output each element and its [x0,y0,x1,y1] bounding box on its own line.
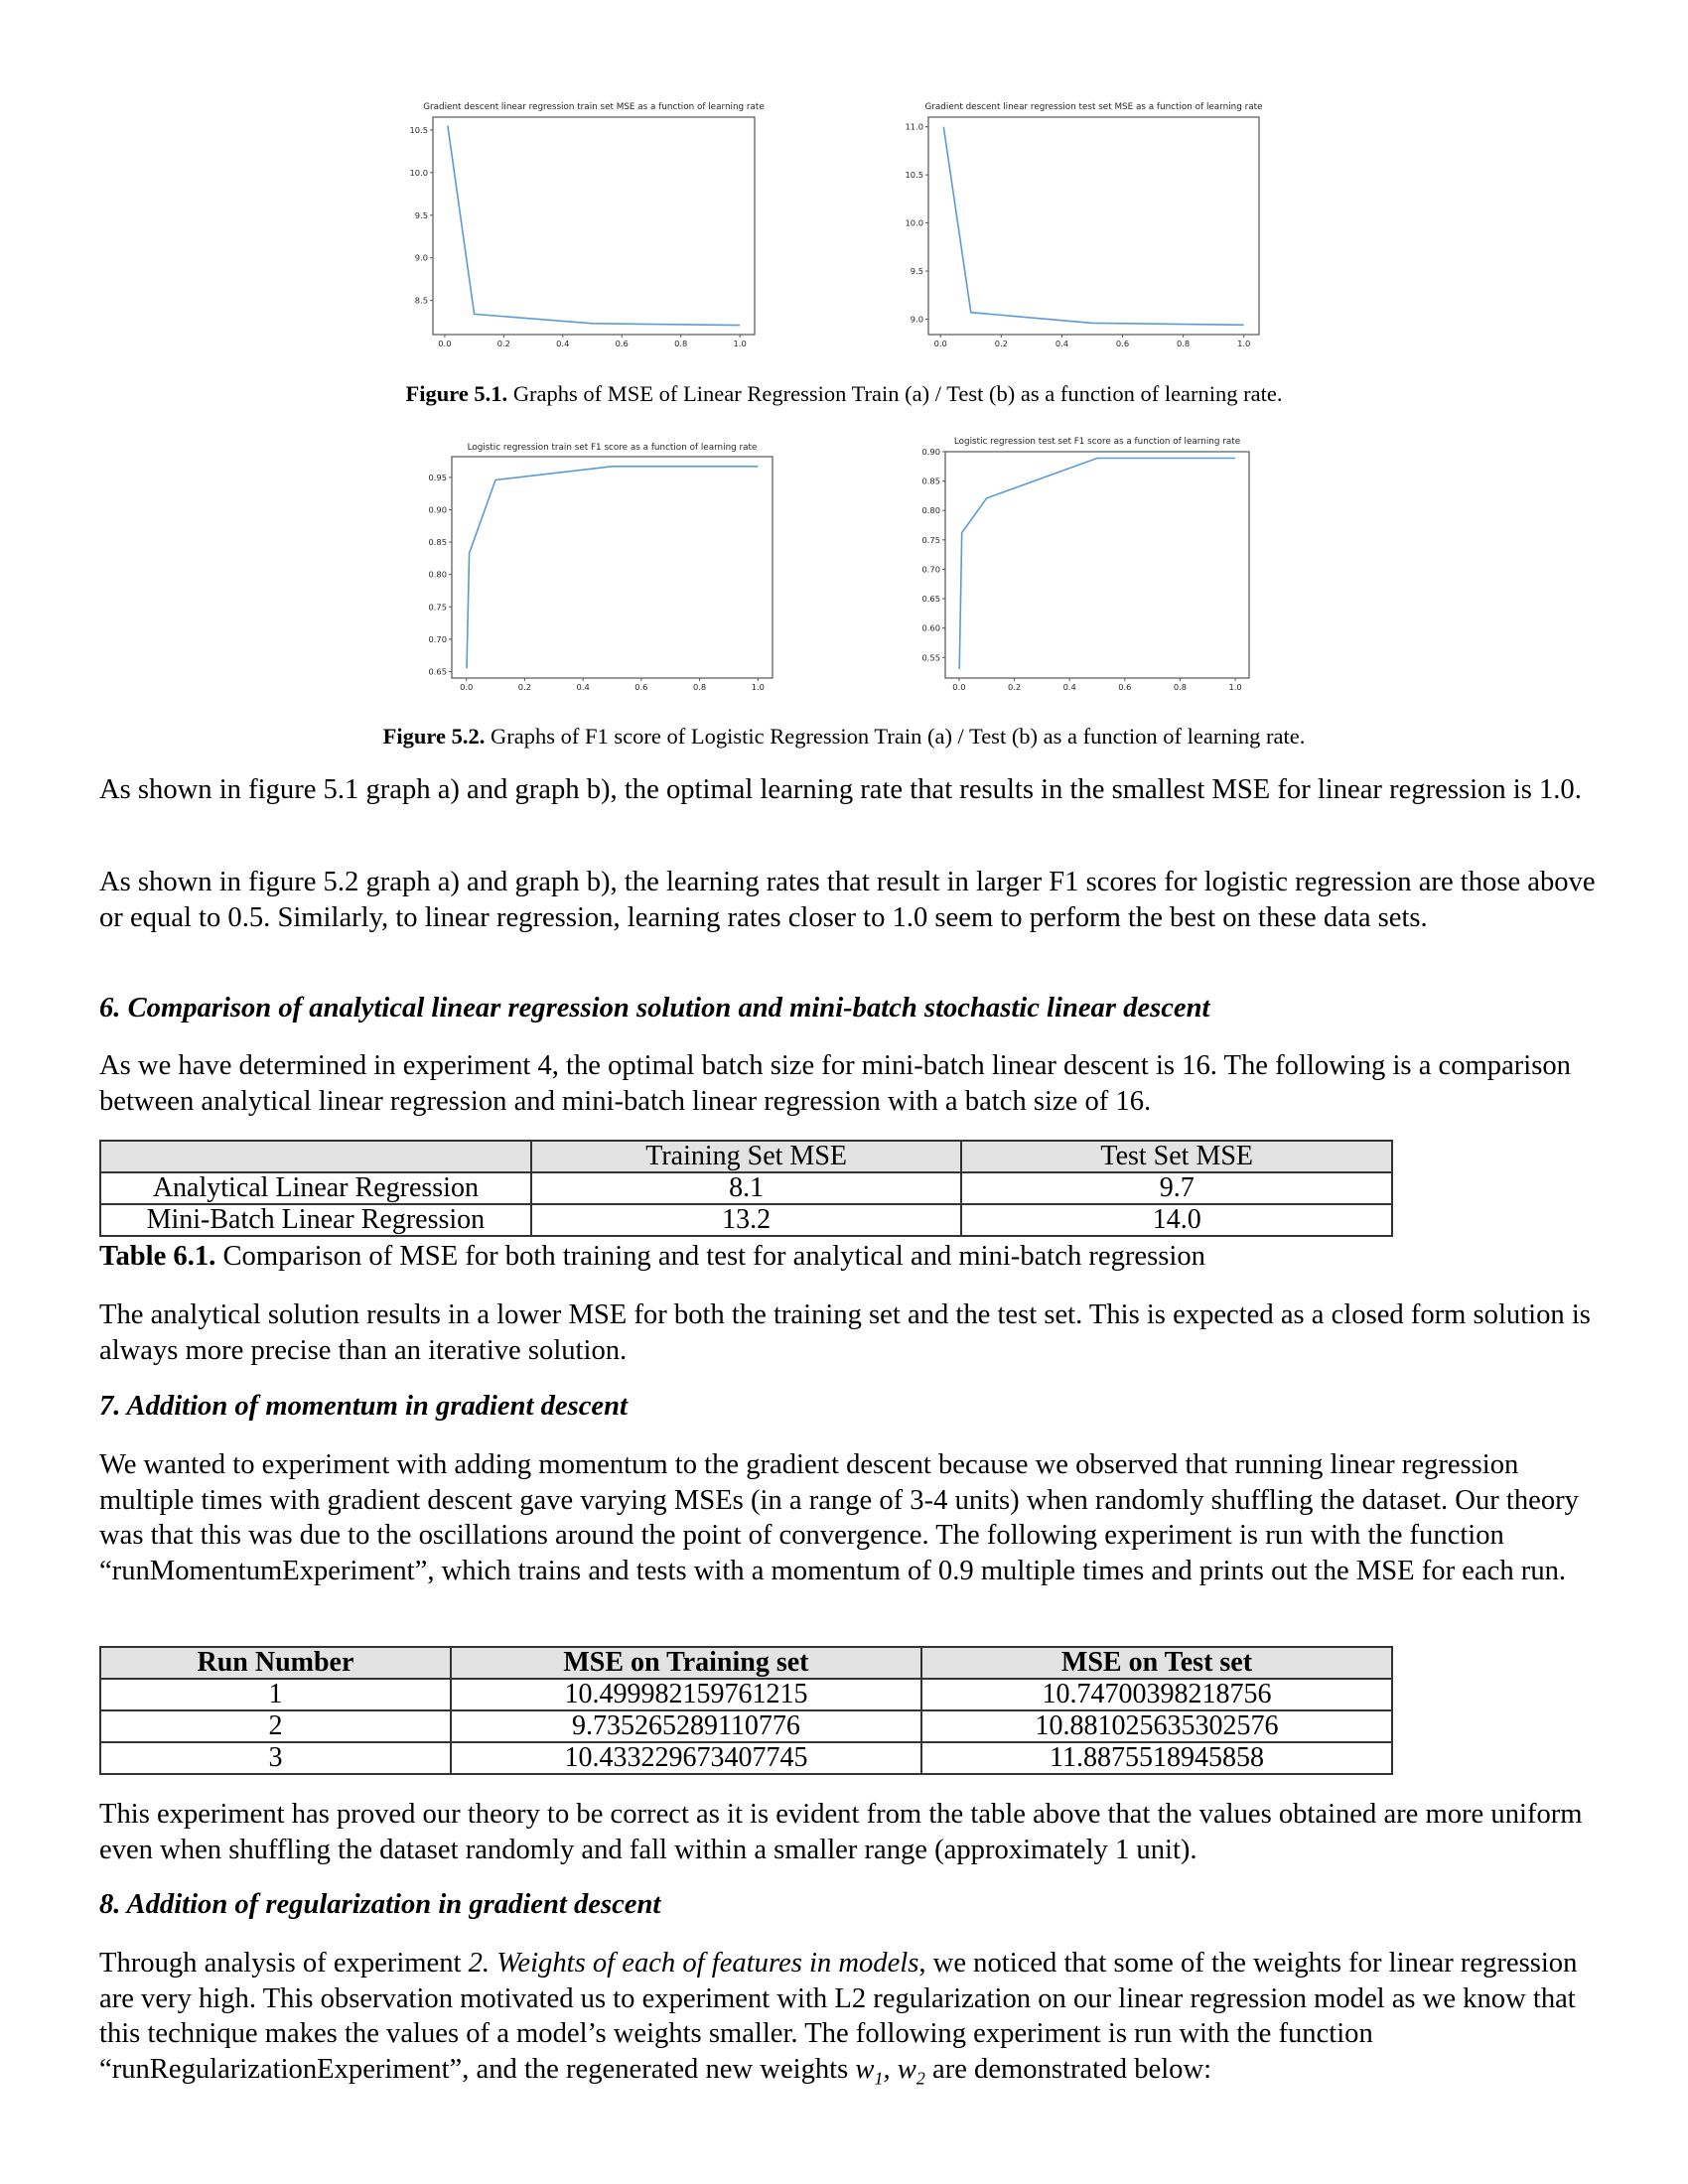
text-run: are demonstrated below: [924,2053,1212,2085]
plot-area [945,452,1249,678]
text-run: , we noticed that some of the weights for linear regression are very high. This observation motivated us to experiment with L2 regularization on our linear regression model as we know that this technique makes the values of a model’s weights smaller. The following experiment is run with the function “runRegularizationExperiment”, and the regenerated new weights [99,1948,1578,2085]
paragraph-section-8-intro [99,1946,1609,2097]
x-tick-label: 0.0 [438,339,452,348]
table-cell: 13.2 [531,1204,962,1236]
y-tick-label: 9.5 [910,266,923,277]
chart-logistic-train-f1 [402,434,789,702]
x-tick-label: 0.6 [1118,682,1132,692]
subscript: 2 [915,2068,925,2089]
y-tick-label: 0.85 [428,537,447,548]
table-row [100,1204,1392,1236]
chart-linear-test-mse [879,94,1306,357]
x-tick-label: 1.0 [1228,682,1242,692]
table-6-1 [99,1140,1393,1237]
chart-title: Logistic regression test set F1 score as a function of learning rate [953,437,1241,447]
table-cell: 2 [100,1710,451,1742]
line-chart [377,94,794,357]
table-cell: 8.1 [531,1172,962,1204]
weight-symbol-w2 [897,2053,925,2089]
section-heading-7: 7. Addition of momentum in gradient descent [99,1391,628,1422]
figure-5-2-caption [0,724,1688,750]
table-row [100,1679,1392,1710]
x-tick-label: 0.4 [1062,682,1076,692]
symbol: w [897,2053,916,2085]
x-tick-label: 0.2 [496,339,510,348]
y-tick-label: 0.75 [428,602,447,613]
table-header-cell: Run Number [100,1647,451,1679]
paragraph-figure-5-1-analysis: As shown in figure 5.1 graph a) and graph b), the optimal learning rate that results in the smallest MSE for linear regression is 1.0. [99,774,1582,805]
table-cell: Analytical Linear Regression [100,1172,531,1204]
weight-symbol-w1 [855,2053,884,2089]
section-heading-8: 8. Addition of regularization in gradient descent [99,1889,661,1920]
x-tick-label: 1.0 [1237,339,1251,348]
y-tick-label: 0.60 [921,622,940,633]
y-tick-label: 10.0 [409,167,428,178]
x-tick-label: 1.0 [751,682,765,692]
x-tick-label: 0.6 [615,339,629,348]
plot-area [928,117,1259,335]
x-tick-label: 0.8 [1173,682,1188,692]
table-cell: 10.881025635302576 [921,1710,1392,1742]
figure-5-1-caption [0,381,1688,407]
symbol: w [855,2053,875,2085]
table-cell: 9.7 [961,1172,1392,1204]
table-momentum-runs [99,1646,1393,1775]
plot-area [433,117,755,335]
table-header-cell: MSE on Training set [451,1647,921,1679]
x-tick-label: 0.2 [994,339,1008,348]
table-cell: 11.8875518945858 [921,1742,1392,1774]
caption-label: Figure 5.2. [382,724,486,749]
table-cell: 9.735265289110776 [451,1710,921,1742]
x-tick-label: 0.0 [952,682,966,692]
y-tick-label: 10.0 [905,217,923,228]
table-cell: 14.0 [961,1204,1392,1236]
caption-text: Graphs of MSE of Linear Regression Train (a) / Test (b) as a function of learning rate. [507,381,1283,406]
table-cell: 10.74700398218756 [921,1679,1392,1710]
paragraph-section-7-conclusion: This experiment has proved our theory to be correct as it is evident from the table above that the values obtained are more uniform even when shuffling the dataset randomly and fall within a smaller range (approximately 1 unit). [99,1799,1583,1865]
experiment-reference: 2. Weights of each of features in models [468,1948,919,1979]
y-tick-label: 0.80 [428,569,447,580]
y-tick-label: 0.65 [428,666,447,677]
x-tick-label: 0.6 [634,682,648,692]
caption-text: Comparison of MSE for both training and test for analytical and mini-batch regression [215,1241,1205,1272]
y-tick-label: 0.95 [428,472,447,482]
table-header-row [100,1647,1392,1679]
y-tick-label: 0.75 [921,534,940,545]
y-tick-label: 0.90 [428,504,447,515]
table-6-1-caption [99,1241,1205,1273]
y-tick-label: 9.0 [414,252,428,263]
y-tick-label: 9.0 [910,314,923,325]
y-tick-label: 0.70 [921,564,940,575]
line-chart [899,429,1286,702]
caption-label: Table 6.1. [99,1241,216,1272]
y-tick-label: 0.65 [921,594,940,605]
chart-linear-train-mse [377,94,794,357]
y-tick-label: 9.5 [414,209,428,220]
chart-logistic-test-f1 [899,429,1286,702]
table-cell: Mini-Batch Linear Regression [100,1204,531,1236]
caption-text: Graphs of F1 score of Logistic Regression Train (a) / Test (b) as a function of learning rate. [485,724,1306,749]
table-cell: 1 [100,1679,451,1710]
separator: , [883,2053,898,2085]
paragraph-section-6-conclusion: The analytical solution results in a lower MSE for both the training set and the test set. This is expected as a closed form solution is always more precise than an iterative solution. [99,1299,1591,1366]
y-tick-label: 0.70 [428,633,447,644]
y-tick-label: 0.80 [921,505,940,516]
x-tick-label: 1.0 [733,339,747,348]
table-cell: 10.433229673407745 [451,1742,921,1774]
y-tick-label: 10.5 [905,170,923,181]
x-tick-label: 0.6 [1115,339,1130,348]
table-cell: 10.499982159761215 [451,1679,921,1710]
chart-title: Gradient descent linear regression test set MSE as a function of learning rate [924,102,1263,112]
table-row [100,1742,1392,1774]
plot-area [452,457,773,678]
chart-title: Logistic regression train set F1 score as a function of learning rate [467,443,758,453]
table-header-cell [100,1141,531,1172]
y-tick-label: 8.5 [414,295,428,306]
table-header-cell: MSE on Test set [921,1647,1392,1679]
x-tick-label: 0.8 [692,682,707,692]
table-header-cell: Training Set MSE [531,1141,962,1172]
paragraph-figure-5-2-analysis: As shown in figure 5.2 graph a) and graph b), the learning rates that result in larger F1 scores for logistic regression are those above or equal to 0.5. Similarly, to linear regression, learning rates closer to 1.0 seem to perform the best on these data sets. [99,867,1596,933]
paragraph-section-6-intro: As we have determined in experiment 4, the optimal batch size for mini-batch linear descent is 16. The following is a comparison between analytical linear regression and mini-batch linear regression with a batch size of 16. [99,1050,1571,1117]
line-chart [879,94,1306,357]
section-heading-6: 6. Comparison of analytical linear regression solution and mini-batch stochastic linear descent [99,993,1210,1024]
x-tick-label: 0.8 [1177,339,1191,348]
caption-label: Figure 5.1. [405,381,508,406]
subscript: 1 [874,2068,884,2089]
table-row [100,1172,1392,1204]
x-tick-label: 0.8 [674,339,688,348]
x-tick-label: 0.2 [1007,682,1022,692]
x-tick-label: 0.0 [460,682,474,692]
table-header-row [100,1141,1392,1172]
y-tick-label: 10.5 [409,124,428,135]
y-tick-label: 0.85 [921,476,940,486]
table-cell: 3 [100,1742,451,1774]
table-row [100,1710,1392,1742]
x-tick-label: 0.4 [1055,339,1069,348]
chart-title: Gradient descent linear regression train set MSE as a function of learning rate [423,102,765,112]
x-tick-label: 0.4 [556,339,570,348]
x-tick-label: 0.4 [576,682,590,692]
paragraph-section-7-intro: We wanted to experiment with adding momentum to the gradient descent because we observed that running linear regression multiple times with gradient descent gave varying MSEs (in a range of 3-4 units) when randomly shuffling the dataset. Our theory was that this was due to the oscillations around the point of convergence. The following experiment is run with the function “runMomentumExperiment”, which trains and tests with a momentum of 0.9 multiple times and prints out the MSE for each run. [99,1449,1579,1586]
text-run: Through analysis of experiment [99,1948,469,1979]
table-header-cell: Test Set MSE [961,1141,1392,1172]
y-tick-label: 0.90 [921,447,940,457]
line-chart [402,434,789,702]
x-tick-label: 0.2 [517,682,532,692]
x-tick-label: 0.0 [933,339,947,348]
y-tick-label: 11.0 [905,121,923,132]
y-tick-label: 0.55 [921,652,940,663]
